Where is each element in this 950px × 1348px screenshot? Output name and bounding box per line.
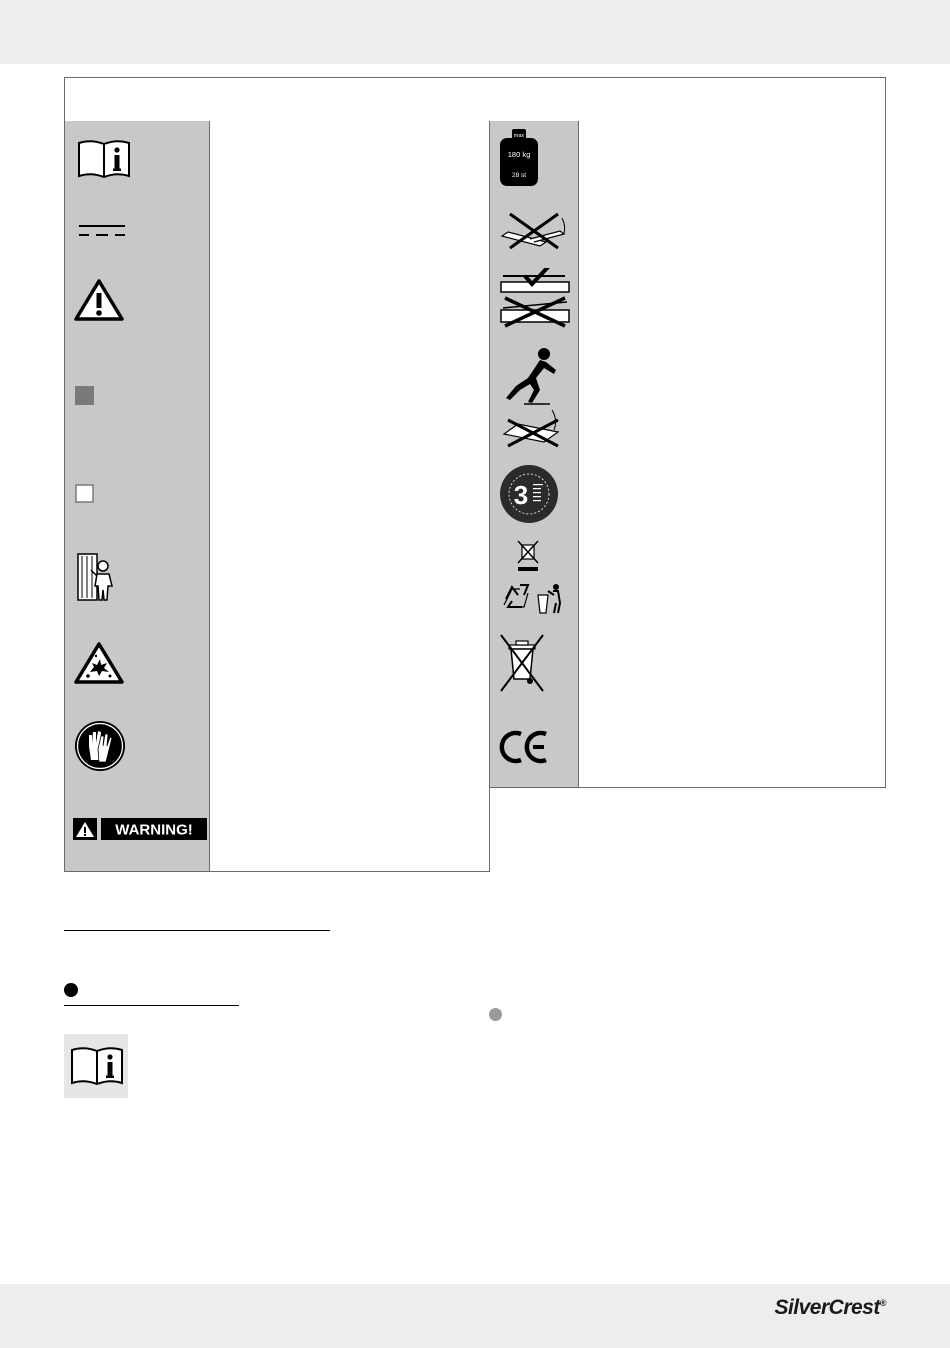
child-safety-icon (77, 552, 121, 604)
explosion-warning-cell (64, 622, 210, 705)
weight-max-label: max (513, 133, 525, 139)
filled-square-icon (75, 386, 95, 406)
direct-current-icon (77, 223, 127, 239)
subsection-underline (64, 1005, 239, 1006)
explosion-warning-text (209, 622, 490, 705)
weee-bin-icon (499, 631, 547, 697)
warranty-seal-icon (499, 464, 559, 524)
weee-bin-cell (489, 622, 579, 705)
book-info-icon (70, 1046, 124, 1086)
ce-mark-text (578, 704, 886, 788)
recycling-cell (489, 532, 579, 623)
ce-mark-cell (489, 704, 579, 788)
wear-gloves-text (209, 704, 490, 788)
child-safety-text (209, 532, 490, 623)
warranty-seal-text (578, 456, 886, 533)
slip-hazard-icon (498, 340, 570, 452)
info-note-box (64, 1034, 128, 1098)
brand-logo-text: SilverCrest (774, 1296, 880, 1319)
filled-square-text (209, 336, 490, 457)
warning-triangle-icon (74, 278, 124, 322)
no-bending-icon (500, 206, 570, 250)
weee-bin-text (578, 622, 886, 705)
filled-square-cell (64, 336, 210, 457)
max-weight-text (578, 121, 886, 196)
empty-square-text (209, 456, 490, 533)
child-safety-cell (64, 532, 210, 623)
section-divider (64, 930, 330, 931)
explosion-warning-icon (74, 641, 124, 685)
no-bending-cell (489, 195, 579, 263)
wear-gloves-icon (74, 720, 126, 772)
slip-hazard-cell (489, 336, 579, 457)
weight-stone-label: 28 st (511, 172, 527, 179)
warning-triangle-cell (64, 262, 210, 337)
weight-capacity-label: 180 kg (507, 150, 531, 159)
warning-label-text-cell (209, 787, 490, 872)
book-info-text (209, 121, 490, 196)
max-weight-cell (489, 121, 579, 196)
flat-surface-icon (499, 268, 571, 330)
warning-triangle-text (209, 262, 490, 337)
wear-gloves-cell (64, 704, 210, 788)
empty-square-icon (75, 484, 95, 504)
warranty-seal-cell (489, 456, 579, 533)
table-header (64, 77, 886, 122)
header-band (0, 0, 950, 64)
flat-surface-text (578, 262, 886, 337)
section-bullet-grey (489, 1008, 502, 1021)
warning-label-icon (73, 818, 207, 840)
book-info-cell (64, 121, 210, 196)
warning-label-text: WARNING! (115, 821, 193, 839)
flat-surface-cell (489, 262, 579, 337)
brand-logo: SilverCrest® (774, 1296, 886, 1319)
direct-current-cell (64, 195, 210, 263)
empty-square-cell (64, 456, 210, 533)
slip-hazard-text (578, 336, 886, 457)
warranty-years: 3 (513, 480, 529, 510)
no-bending-text (578, 195, 886, 263)
recycling-text (578, 532, 886, 623)
book-info-icon (77, 139, 131, 179)
direct-current-text (209, 195, 490, 263)
max-weight-icon (499, 129, 539, 187)
section-bullet-black (64, 983, 78, 997)
warning-label-cell (64, 787, 210, 872)
recycling-icon (498, 537, 570, 619)
ce-mark-icon (499, 730, 551, 764)
